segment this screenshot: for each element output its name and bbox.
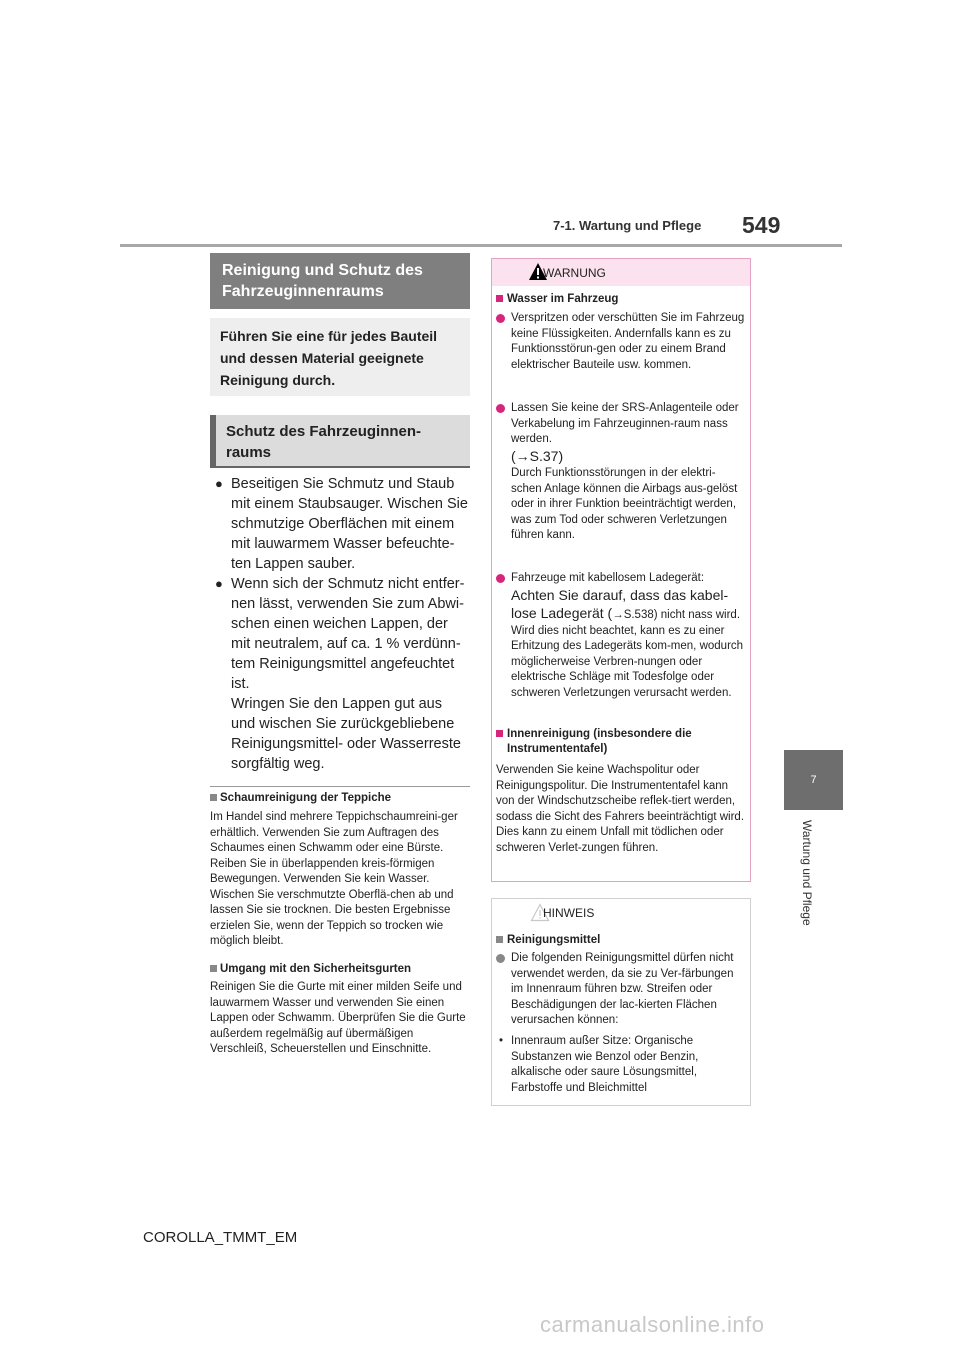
- bullet-dot-icon: ●: [215, 476, 223, 491]
- square-bullet-icon: [210, 794, 217, 801]
- bullet-item: [215, 574, 470, 774]
- circle-bullet-icon: [496, 314, 505, 323]
- page-reference: (→S.37): [511, 447, 564, 464]
- header-divider: [120, 244, 842, 247]
- square-bullet-icon: [496, 295, 503, 302]
- small-bullet-icon: •: [499, 1035, 504, 1047]
- bullet-text: Beseitigen Sie Schmutz und Staub mit einem Staubsauger. Wischen Sie schmutzige Oberflächen mit einem mit lauwarmem Wasser befeuchte-ten Lappen sauber.: [231, 476, 468, 572]
- page-reference-text: S.37: [529, 447, 559, 464]
- note-title-text: Schaumreinigung der Teppiche: [220, 792, 392, 804]
- warning-section-text: Wasser im Fahrzeug: [507, 293, 619, 305]
- notice-bullet: [496, 951, 746, 1029]
- notice-list-item: [496, 1034, 746, 1096]
- note-text: Reinigen Sie die Gurte mit einer milden Seife und lauwarmem Wasser und verwenden Sie einen Lappen oder Schwamm. Überprüfen Sie die Gurte außerdem regelmäßig auf übermäßigen Verschleiß, Scheuerstellen und Einschnitte.: [210, 981, 466, 1055]
- note-title: [210, 963, 470, 975]
- chapter-tab: 7: [784, 750, 843, 810]
- circle-bullet-icon: [496, 404, 505, 413]
- notice-label: HINWEIS: [543, 906, 595, 920]
- watermark: carmanualsonline.info: [540, 1312, 765, 1337]
- warning-label: WARNUNG: [543, 266, 606, 280]
- warning-bullet-text: Verspritzen oder verschütten Sie im Fahrzeug keine Flüssigkeiten. Andernfalls kann es zu Funktionsstörun-gen oder zu einem Brand elektrischer Bauteile usw. kommen.: [511, 312, 745, 371]
- intro-box: Führen Sie eine für jedes Bauteil und dessen Material geeignete Reinigung durch.: [210, 318, 470, 396]
- warning-bullet-text: Fahrzeuge mit kabellosem Ladegerät:: [511, 572, 705, 584]
- document-code: COROLLA_TMMT_EM: [143, 1229, 298, 1246]
- square-bullet-icon: [496, 730, 503, 737]
- warning-bullet: [496, 571, 746, 701]
- notice-item-text: Innenraum außer Sitze: Organische Substanzen wie Benzol oder Benzin, alkalische oder saure Lösungsmittel, Farbstoffe und Bleichmittel: [511, 1035, 699, 1094]
- notice-section-text: Reinigungsmittel: [507, 934, 601, 946]
- arrow-icon: →: [612, 609, 624, 621]
- warning-section-body: Verwenden Sie keine Wachspolitur oder Reinigungspolitur. Die Instrumententafel kann von der Windschutzscheibe reflek-tiert werden, sodass die Sicht des Fahrers beeinträchtigt wird. Dies kann zu einem Unfall mit tödlichen oder schweren Verlet-zungen führen.: [496, 764, 745, 854]
- notes-divider: [210, 786, 470, 787]
- sub-heading: Schutz des Fahrzeuginnen-raums: [210, 415, 470, 467]
- warning-section-title: [496, 292, 746, 307]
- note-title: [210, 792, 470, 804]
- note-title-text: Umgang mit den Sicherheitsgurten: [220, 963, 412, 975]
- warning-emphasis: Achten Sie darauf, dass das kabel-lose Ladegerät (: [511, 586, 729, 621]
- warning-bullet-text: Lassen Sie keine der SRS-Anlagenteile oder Verkabelung im Fahrzeuginnen-raum nass werden.: [511, 402, 739, 445]
- page-number: 549: [742, 212, 781, 238]
- warning-section-title: [496, 727, 746, 757]
- warning-bullet: [496, 311, 746, 373]
- bullet-text: Wenn sich der Schmutz nicht entfer-nen lässt, verwenden Sie zum Abwi-schen einen weichen Lappen, der mit neutralem, auf ca. 1 % verdünn-tem Reinigungsmittel angefeuchtet ist.: [231, 576, 465, 692]
- bullet-dot-icon: ●: [215, 576, 223, 591]
- warning-bullet: [496, 401, 746, 544]
- circle-bullet-icon: [496, 954, 505, 963]
- section-title: 7-1. Wartung und Pflege: [553, 218, 702, 233]
- chapter-label: Wartung und Pflege: [800, 820, 814, 926]
- sub-heading-divider: [210, 466, 470, 468]
- bullet-continuation: Wringen Sie den Lappen gut aus und wischen Sie zurückgebliebene Reinigungsmittel- oder Wasserreste sorgfältig weg.: [231, 696, 461, 772]
- circle-bullet-icon: [496, 574, 505, 583]
- square-bullet-icon: [496, 936, 503, 943]
- warning-bullet-text: ) nicht nass wird. Wird dies nicht beachtet, kann es zu einer Erhitzung des Ladegeräts kom-men, wodurch möglicherweise Verbren-nungen oder elektrische Schläge mit Todesfolge oder schweren Verletzungen verursacht werden.: [511, 609, 744, 699]
- notice-section-title: [496, 933, 746, 948]
- notice-bullet-text: Die folgenden Reinigungsmittel dürfen nicht verwendet werden, da sie zu Ver-färbungen im Innenraum führen bzw. Streifen oder Beschädigungen der lac-kierten Flächen verursachen können:: [511, 952, 734, 1026]
- warning-section-text: Innenreinigung (insbesondere die Instrumententafel): [507, 728, 692, 755]
- warning-bullet-text: Durch Funktionsstörungen in der elektri-schen Anlage können die Airbags aus-gelöst oder in ihrer Funktion beeinträchtigt werden, was zum Tod oder schweren Verletzungen führen kann.: [511, 467, 738, 541]
- square-bullet-icon: [210, 965, 217, 972]
- bullet-item: [215, 474, 470, 574]
- main-heading: Reinigung und Schutz des Fahrzeuginnenraums: [210, 253, 470, 309]
- page-reference-text: S.538: [623, 609, 654, 621]
- arrow-icon: →: [515, 447, 530, 464]
- note-text: Im Handel sind mehrere Teppichschaumreini-ger erhältlich. Verwenden Sie zum Auftragen des Schaumes einen Schwamm oder eine Bürste. Reiben Sie in überlappenden kreis-förmigen Bewegungen. Verwenden Sie kein Wasser. Wischen Sie verschmutzte Oberflä-chen ab und lassen Sie sie trocknen. Die besten Ergebnisse erzielen Sie, wenn der Teppich so trocken wie möglich bleibt.: [210, 811, 458, 947]
